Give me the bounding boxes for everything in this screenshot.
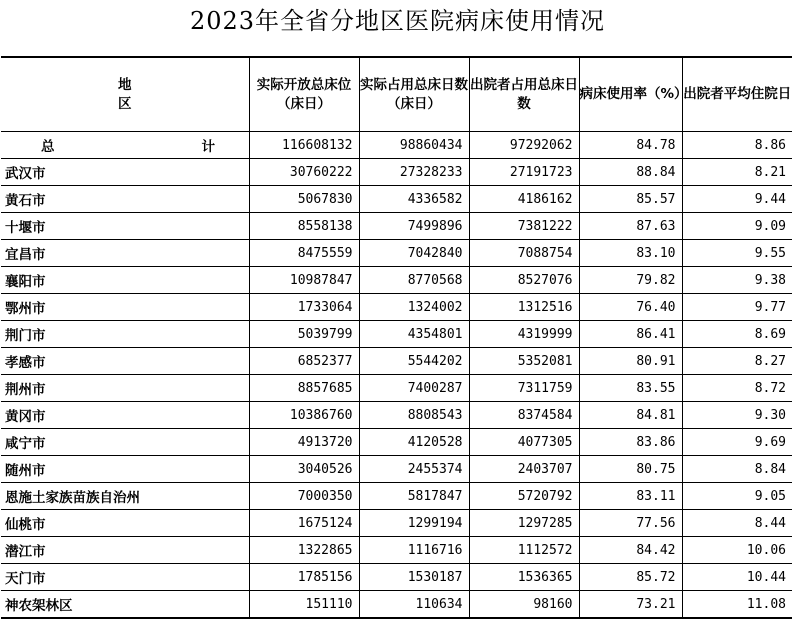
cell-region: 荆州市 xyxy=(1,375,249,402)
cell-discharged-days: 8374584 xyxy=(469,402,579,429)
cell-discharged-days: 1297285 xyxy=(469,510,579,537)
cell-open-beds: 30760222 xyxy=(249,159,359,186)
cell-avg-stay: 10.06 xyxy=(682,537,792,564)
cell-discharged-days: 7088754 xyxy=(469,240,579,267)
table-row xyxy=(1,564,792,591)
cell-open-beds: 7000350 xyxy=(249,483,359,510)
table-row xyxy=(1,267,792,294)
table-row-total xyxy=(1,132,792,159)
cell-occupied-days: 1299194 xyxy=(359,510,469,537)
cell-region: 黄冈市 xyxy=(1,402,249,429)
cell-discharged-days: 7381222 xyxy=(469,213,579,240)
cell-discharged-days: 98160 xyxy=(469,591,579,619)
cell-occupied-days: 7042840 xyxy=(359,240,469,267)
cell-open-beds: 8475559 xyxy=(249,240,359,267)
cell-occupied-days: 1116716 xyxy=(359,537,469,564)
cell-region: 襄阳市 xyxy=(1,267,249,294)
cell-region: 十堰市 xyxy=(1,213,249,240)
cell-occupied-days: 2455374 xyxy=(359,456,469,483)
cell-discharged-days: 5720792 xyxy=(469,483,579,510)
table-row xyxy=(1,375,792,402)
cell-region: 潜江市 xyxy=(1,537,249,564)
header-region: 地 区 xyxy=(1,57,249,132)
cell-occupied-days: 4354801 xyxy=(359,321,469,348)
cell-open-beds: 1785156 xyxy=(249,564,359,591)
cell-discharged-days: 7311759 xyxy=(469,375,579,402)
cell-usage-rate: 88.84 xyxy=(579,159,682,186)
cell-open-beds: 10987847 xyxy=(249,267,359,294)
cell-region: 咸宁市 xyxy=(1,429,249,456)
cell-avg-stay: 9.69 xyxy=(682,429,792,456)
cell-usage-rate: 73.21 xyxy=(579,591,682,619)
cell-discharged-days: 1536365 xyxy=(469,564,579,591)
cell-discharged-days: 2403707 xyxy=(469,456,579,483)
cell-open-beds: 10386760 xyxy=(249,402,359,429)
cell-discharged-days: 4077305 xyxy=(469,429,579,456)
cell-region: 鄂州市 xyxy=(1,294,249,321)
cell-usage-rate: 83.86 xyxy=(579,429,682,456)
cell-avg-stay: 8.69 xyxy=(682,321,792,348)
cell-occupied-days: 98860434 xyxy=(359,132,469,159)
table-row xyxy=(1,186,792,213)
cell-discharged-days: 1312516 xyxy=(469,294,579,321)
cell-avg-stay: 9.30 xyxy=(682,402,792,429)
cell-avg-stay: 8.84 xyxy=(682,456,792,483)
cell-region: 宜昌市 xyxy=(1,240,249,267)
table-row xyxy=(1,429,792,456)
cell-open-beds: 1322865 xyxy=(249,537,359,564)
hospital-bed-table xyxy=(1,56,792,619)
cell-usage-rate: 83.11 xyxy=(579,483,682,510)
header-avg-stay: 出院者平均住院日 xyxy=(682,57,792,132)
cell-occupied-days: 7400287 xyxy=(359,375,469,402)
cell-open-beds: 6852377 xyxy=(249,348,359,375)
cell-occupied-days: 4120528 xyxy=(359,429,469,456)
page-title: 2023年全省分地区医院病床使用情况 xyxy=(189,7,606,35)
cell-avg-stay: 8.44 xyxy=(682,510,792,537)
table-row xyxy=(1,348,792,375)
cell-open-beds: 116608132 xyxy=(249,132,359,159)
cell-region: 荆门市 xyxy=(1,321,249,348)
cell-avg-stay: 9.05 xyxy=(682,483,792,510)
table-row xyxy=(1,294,792,321)
cell-usage-rate: 79.82 xyxy=(579,267,682,294)
cell-avg-stay: 8.27 xyxy=(682,348,792,375)
cell-discharged-days: 27191723 xyxy=(469,159,579,186)
cell-usage-rate: 83.55 xyxy=(579,375,682,402)
table-row xyxy=(1,213,792,240)
cell-open-beds: 8857685 xyxy=(249,375,359,402)
cell-usage-rate: 80.91 xyxy=(579,348,682,375)
cell-occupied-days: 1324002 xyxy=(359,294,469,321)
table-row xyxy=(1,402,792,429)
table-row xyxy=(1,240,792,267)
table-row xyxy=(1,483,792,510)
cell-region: 黄石市 xyxy=(1,186,249,213)
cell-usage-rate: 83.10 xyxy=(579,240,682,267)
cell-usage-rate: 85.72 xyxy=(579,564,682,591)
cell-region: 神农架林区 xyxy=(1,591,249,619)
cell-open-beds: 1733064 xyxy=(249,294,359,321)
cell-usage-rate: 86.41 xyxy=(579,321,682,348)
cell-occupied-days: 4336582 xyxy=(359,186,469,213)
cell-occupied-days: 27328233 xyxy=(359,159,469,186)
cell-avg-stay: 9.09 xyxy=(682,213,792,240)
cell-avg-stay: 10.44 xyxy=(682,564,792,591)
cell-region: 恩施土家族苗族自治州 xyxy=(1,483,249,510)
cell-avg-stay: 11.08 xyxy=(682,591,792,619)
cell-discharged-days: 97292062 xyxy=(469,132,579,159)
cell-occupied-days: 8770568 xyxy=(359,267,469,294)
cell-discharged-days: 4186162 xyxy=(469,186,579,213)
cell-usage-rate: 85.57 xyxy=(579,186,682,213)
cell-usage-rate: 84.81 xyxy=(579,402,682,429)
header-usage-rate: 病床使用率（%） xyxy=(579,57,682,132)
cell-region: 随州市 xyxy=(1,456,249,483)
cell-open-beds: 5039799 xyxy=(249,321,359,348)
header-open-beds: 实际开放总床位（床日） xyxy=(249,57,359,132)
cell-occupied-days: 8808543 xyxy=(359,402,469,429)
cell-discharged-days: 8527076 xyxy=(469,267,579,294)
cell-region: 孝感市 xyxy=(1,348,249,375)
cell-occupied-days: 5817847 xyxy=(359,483,469,510)
cell-occupied-days: 1530187 xyxy=(359,564,469,591)
cell-usage-rate: 84.78 xyxy=(579,132,682,159)
cell-open-beds: 1675124 xyxy=(249,510,359,537)
cell-usage-rate: 80.75 xyxy=(579,456,682,483)
header-row xyxy=(1,57,792,132)
table-row xyxy=(1,159,792,186)
cell-discharged-days: 1112572 xyxy=(469,537,579,564)
cell-occupied-days: 5544202 xyxy=(359,348,469,375)
cell-avg-stay: 9.38 xyxy=(682,267,792,294)
table-row xyxy=(1,537,792,564)
cell-open-beds: 8558138 xyxy=(249,213,359,240)
cell-usage-rate: 87.63 xyxy=(579,213,682,240)
cell-open-beds: 3040526 xyxy=(249,456,359,483)
cell-region: 天门市 xyxy=(1,564,249,591)
table-row xyxy=(1,510,792,537)
cell-open-beds: 4913720 xyxy=(249,429,359,456)
cell-avg-stay: 8.72 xyxy=(682,375,792,402)
cell-avg-stay: 9.44 xyxy=(682,186,792,213)
cell-region: 仙桃市 xyxy=(1,510,249,537)
cell-usage-rate: 77.56 xyxy=(579,510,682,537)
cell-avg-stay: 9.55 xyxy=(682,240,792,267)
cell-region: 武汉市 xyxy=(1,159,249,186)
header-occupied-days: 实际占用总床日数（床日） xyxy=(359,57,469,132)
cell-avg-stay: 9.77 xyxy=(682,294,792,321)
cell-open-beds: 5067830 xyxy=(249,186,359,213)
table-row xyxy=(1,321,792,348)
cell-avg-stay: 8.21 xyxy=(682,159,792,186)
cell-occupied-days: 110634 xyxy=(359,591,469,619)
cell-region: 总 计 xyxy=(1,132,249,159)
table-row xyxy=(1,456,792,483)
cell-discharged-days: 5352081 xyxy=(469,348,579,375)
cell-usage-rate: 76.40 xyxy=(579,294,682,321)
header-discharged-days: 出院者占用总床日数 xyxy=(469,57,579,132)
cell-usage-rate: 84.42 xyxy=(579,537,682,564)
cell-occupied-days: 7499896 xyxy=(359,213,469,240)
cell-open-beds: 151110 xyxy=(249,591,359,619)
cell-avg-stay: 8.86 xyxy=(682,132,792,159)
cell-discharged-days: 4319999 xyxy=(469,321,579,348)
table-row xyxy=(1,591,792,619)
